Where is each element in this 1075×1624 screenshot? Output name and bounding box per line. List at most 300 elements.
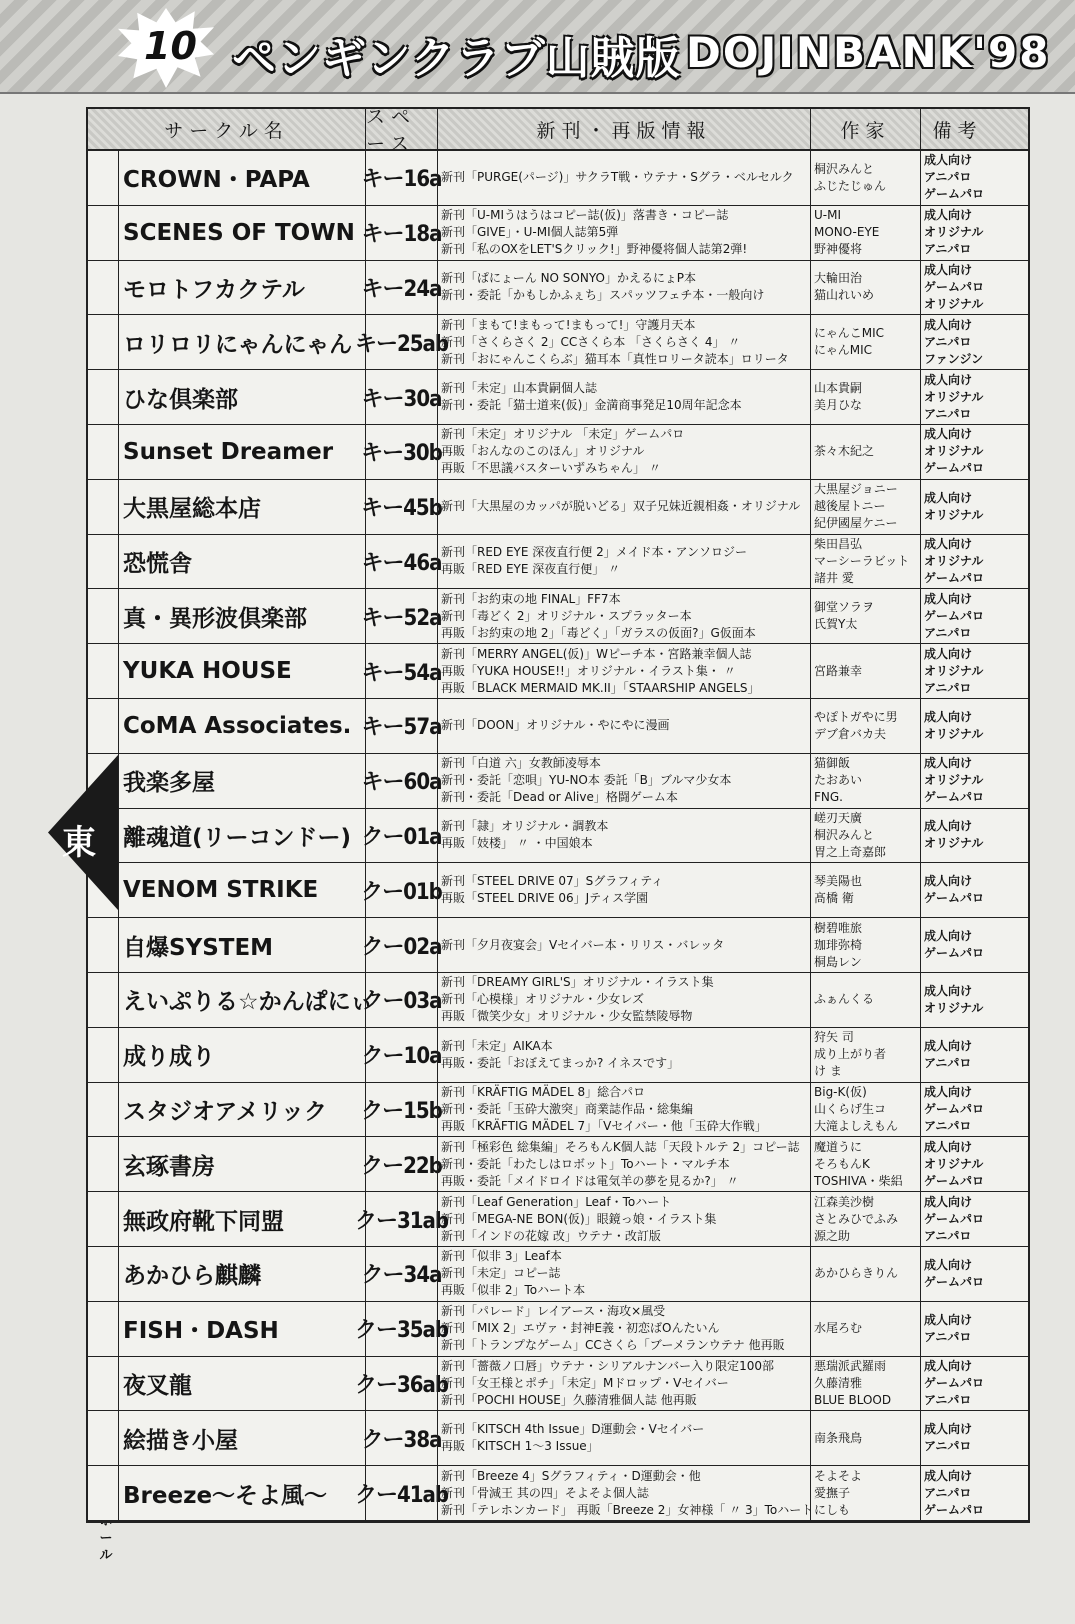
release-info-cell <box>437 863 810 917</box>
author-line: にしも <box>814 1502 851 1517</box>
author-cell <box>810 535 920 589</box>
table-row <box>88 206 1028 261</box>
note-line: オリジナル <box>924 444 984 459</box>
space-number: クー02a <box>365 918 437 972</box>
circle-name: ロリロリにゃんにゃん <box>118 315 365 369</box>
note-line: オリジナル <box>924 225 984 240</box>
release-info-line: 新刊「KRÄFTIG MÄDEL 8」総合パロ <box>441 1084 646 1099</box>
release-info-line: 新刊「STEEL DRIVE 07」Sグラフィティ <box>441 874 664 889</box>
note-line: ゲームパロ <box>924 279 985 294</box>
note-line: 成人向け <box>924 427 973 442</box>
table-row <box>88 315 1028 370</box>
release-info-cell <box>437 1466 814 1520</box>
note-line: オリジナル <box>924 1156 984 1171</box>
side-margin-cell <box>88 480 118 534</box>
release-info-line: 新刊「隷」オリジナル・調教本 <box>441 819 609 834</box>
author-line: 樹碧唯旅 <box>814 920 863 935</box>
release-info-cell <box>437 1192 810 1246</box>
space-number: クー22b <box>365 1137 437 1191</box>
author-cell <box>810 1466 920 1520</box>
release-info-line: 新刊「骨減王 其の四」そよそよ個人誌 <box>441 1485 649 1500</box>
side-margin-cell <box>88 535 118 589</box>
release-info-line: 再販「YUKA HOUSE!!」オリジナル・イラスト集・ 〃 <box>441 663 736 678</box>
space-number: クー01a <box>365 809 437 863</box>
hall-label-bottom: ー ル <box>99 1531 113 1563</box>
space-number: キー25ab <box>365 315 437 369</box>
side-margin-cell <box>88 206 118 260</box>
author-cell <box>810 918 920 972</box>
space-number: クー41ab <box>365 1466 437 1520</box>
release-info-line: 新刊「MIX 2」エヴァ・封神E義・初恋ばOんたいん <box>441 1321 720 1336</box>
release-info-line: 新刊「毒どく 2」オリジナル・スプラッター本 <box>441 608 692 623</box>
author-cell <box>810 1247 920 1301</box>
note-line: アニパロ <box>924 1439 972 1454</box>
release-info-line: 再販「おんなのこのほん」オリジナル <box>441 444 645 459</box>
author-cell <box>810 699 920 753</box>
circle-name: Breeze〜そよ風〜 <box>118 1466 365 1520</box>
table-row <box>88 1083 1028 1138</box>
author-line: 越後屋トニー <box>814 499 886 514</box>
table-row <box>88 425 1028 480</box>
release-info-line: 新刊「夕月夜宴会」Vセイバー本・リリス・バレッタ <box>441 937 725 952</box>
note-line: 成人向け <box>924 1139 973 1154</box>
table-row <box>88 151 1028 206</box>
author-line: 山くらげ生コ <box>814 1101 887 1116</box>
note-line: 成人向け <box>924 372 973 387</box>
space-number: クー35ab <box>365 1302 437 1356</box>
release-info-cell <box>437 918 810 972</box>
circle-name: モロトフカクテル <box>118 261 365 315</box>
side-margin-cell <box>88 918 118 972</box>
note-cell <box>920 1466 994 1520</box>
author-line: 氏賀Y太 <box>814 617 858 632</box>
release-info-line: 新刊「RED EYE 深夜直行便 2」メイド本・アンソロジー <box>441 545 748 560</box>
note-cell <box>920 425 994 479</box>
author-cell <box>810 261 920 315</box>
note-cell <box>920 1028 994 1082</box>
note-line: ゲームパロ <box>924 946 985 961</box>
author-line: ふぁんくる <box>814 992 875 1007</box>
author-cell <box>810 589 920 643</box>
note-line: アニパロ <box>924 1228 972 1243</box>
note-line: 成人向け <box>924 874 973 889</box>
author-cell <box>810 1357 920 1411</box>
note-line: ゲームパロ <box>924 570 985 585</box>
release-info-cell <box>437 589 810 643</box>
author-line: 成り上がり者 <box>814 1047 887 1062</box>
author-line: 珈琲弥椅 <box>814 937 863 952</box>
release-info-line: 再販「KRÄFTIG MÄDEL 7」「Vセイバー・他「玉砕大作戦」 <box>441 1118 767 1133</box>
author-line: 茶々木紀之 <box>814 444 875 459</box>
author-cell <box>810 480 920 534</box>
banner-subtitle: DOJINBANK'98 <box>686 28 1051 77</box>
release-info-line: 新刊「インドの花嫁 改」ウテナ・改訂版 <box>441 1228 661 1243</box>
author-line: 美月ひな <box>814 398 863 413</box>
note-cell <box>920 1302 994 1356</box>
east-hall-arrow-label: 東 <box>62 823 96 863</box>
author-line: 桐沢みんと <box>814 827 875 842</box>
author-line: 大滝よしえもん <box>814 1118 899 1133</box>
author-cell <box>810 644 920 698</box>
author-line: 嵯刃天廣 <box>814 810 863 825</box>
release-info-line: 新刊・委託「恋唄」YU-NO本 委託「B」ブルマ少女本 <box>441 773 732 788</box>
note-cell <box>920 261 994 315</box>
note-line: アニパロ <box>924 242 972 257</box>
note-line: 成人向け <box>924 929 973 944</box>
author-line: にゃんMIC <box>814 343 873 358</box>
author-line: そろもんK <box>814 1156 870 1171</box>
author-line: け ま <box>814 1064 842 1079</box>
side-margin-cell <box>88 1302 118 1356</box>
banner-title: ペンギンクラブ山賊版 <box>232 33 681 84</box>
note-line: オリジナル <box>924 726 984 741</box>
author-line: 南条飛鳥 <box>814 1430 863 1445</box>
author-cell <box>810 151 920 205</box>
note-line: アニパロ <box>924 1329 972 1344</box>
author-line: 魔道うに <box>814 1139 863 1154</box>
note-line: オリジナル <box>924 553 984 568</box>
table-row <box>88 261 1028 316</box>
table-row <box>88 1192 1028 1247</box>
author-cell <box>810 425 920 479</box>
note-cell <box>920 973 994 1027</box>
release-info-line: 新刊・委託「猫士道来(仮)」金満商事発足10周年記念本 <box>441 398 742 413</box>
note-line: 成人向け <box>924 646 973 661</box>
page-number: 10 <box>144 24 197 68</box>
release-info-line: 新刊「薔薇ノ口唇」ウテナ・シリアルナンバー入り限定100部 <box>441 1358 774 1373</box>
author-cell <box>810 315 920 369</box>
author-cell <box>810 809 920 863</box>
note-cell <box>920 809 994 863</box>
header-release-info: 新刊・再版情報 <box>437 109 810 149</box>
space-number: キー30a <box>365 370 437 424</box>
table-row <box>88 809 1028 864</box>
release-info-line: 新刊「GIVE」・U-MI個人誌第5弾 <box>441 225 619 240</box>
release-info-line: 再販「似非 2」Toハート本 <box>441 1283 586 1298</box>
note-cell <box>920 315 994 369</box>
release-info-cell <box>437 644 810 698</box>
side-margin-cell <box>88 973 118 1027</box>
author-line: TOSHIVA・柴絽 <box>814 1173 903 1188</box>
header-circle-name: サークル名 <box>164 119 289 142</box>
note-line: アニパロ <box>924 406 972 421</box>
release-info-line: 新刊「女王様とポチ」「未定」Mドロップ・Vセイバー <box>441 1375 729 1390</box>
header-space: スペース <box>365 109 437 149</box>
circle-name: 無政府靴下同盟 <box>118 1192 365 1246</box>
note-line: アニパロ <box>924 680 972 695</box>
header-authors: 作家 <box>810 109 920 149</box>
space-number: クー34a <box>365 1247 437 1301</box>
release-info-cell <box>437 1137 810 1191</box>
note-line: ゲームパロ <box>924 1173 985 1188</box>
side-margin-cell <box>88 425 118 479</box>
release-info-line: 新刊「DREAMY GIRL'S」オリジナル・イラスト集 <box>441 975 714 990</box>
author-line: やぽトガやに男 <box>814 709 898 724</box>
release-info-cell <box>437 480 810 534</box>
circle-name: あかひら麒麟 <box>118 1247 365 1301</box>
release-info-line: 新刊「似非 3」Leaf本 <box>441 1249 562 1264</box>
release-info-cell <box>437 1302 810 1356</box>
release-info-line: 再販「微笑少女」オリジナル・少女監禁陵辱物 <box>441 1009 693 1024</box>
release-info-line: 新刊「パレード」レイアース・海攻×風受 <box>441 1304 666 1319</box>
note-line: ゲームパロ <box>924 461 985 476</box>
circle-name: Sunset Dreamer <box>118 425 365 479</box>
release-info-line: 新刊「Breeze 4」Sグラフィティ・D運動会・他 <box>441 1468 701 1483</box>
note-line: オリジナル <box>924 836 984 851</box>
circle-name: 恐慌舎 <box>118 535 365 589</box>
note-cell <box>920 480 994 534</box>
note-line: アニパロ <box>924 1485 972 1500</box>
table-row <box>88 754 1028 809</box>
table-row <box>88 1466 1028 1521</box>
author-cell <box>810 370 920 424</box>
release-info-line: 新刊「ぱにょーん NO SONYO」かえるにょP本 <box>441 271 696 286</box>
side-margin-cell <box>88 370 118 424</box>
release-info-line: 新刊「トランプなゲーム」CCさくら「ブーメランウテナ 他再販 <box>441 1338 785 1353</box>
release-info-line: 新刊「お約束の地 FINAL」FF7本 <box>441 591 621 606</box>
author-line: マーシーラビット <box>814 553 910 568</box>
circle-name: 我楽多屋 <box>118 754 365 808</box>
space-number: キー54a <box>365 644 437 698</box>
circle-name: 離魂道(リーコンドー) <box>118 809 365 863</box>
release-info-line: 新刊・委託「かもしかふぇち」スパッツフェチ本・一般向け <box>441 288 765 303</box>
note-line: 成人向け <box>924 317 973 332</box>
note-line: 成人向け <box>924 536 973 551</box>
space-number: キー45b <box>365 480 437 534</box>
circle-name: 真・異形波倶楽部 <box>118 589 365 643</box>
space-number: クー03a <box>365 973 437 1027</box>
release-info-line: 新刊「大黒屋のカッパが脱いどる」双子兄妹近親相姦・オリジナル <box>441 499 801 514</box>
header-notes: 備考 <box>920 109 994 149</box>
release-info-cell <box>437 151 810 205</box>
author-line: デブ倉バカ夫 <box>814 726 887 741</box>
release-info-line: 新刊「U-MIうはうはコピー誌(仮)」落書き・コピー誌 <box>441 208 729 223</box>
table-row <box>88 644 1028 699</box>
note-line: 成人向け <box>924 591 973 606</box>
circle-name: 夜叉龍 <box>118 1357 365 1411</box>
author-cell <box>810 1411 920 1465</box>
table-row <box>88 1137 1028 1192</box>
circle-name: CROWN・PAPA <box>118 151 365 205</box>
circle-name: 玄琢書房 <box>118 1137 365 1191</box>
note-cell <box>920 1192 994 1246</box>
release-info-line: 新刊「未定」山本貴嗣個人誌 <box>441 381 598 396</box>
space-number: クー36ab <box>365 1357 437 1411</box>
author-line: にゃんこMIC <box>814 326 885 341</box>
author-cell <box>810 206 920 260</box>
note-line: ゲームパロ <box>924 1101 985 1116</box>
release-info-line: 再販「BLACK MERMAID MK.II」「STAARSHIP ANGELS」 <box>441 680 760 695</box>
release-info-cell <box>437 1083 810 1137</box>
release-info-line: 新刊「心模様」オリジナル・少女レズ <box>441 992 645 1007</box>
note-line: ゲームパロ <box>924 608 985 623</box>
space-number: キー57a <box>365 699 437 753</box>
author-line: 大輪田治 <box>814 271 863 286</box>
release-info-line: 再販「不思議バスターいずみちゃん」 〃 <box>441 461 661 476</box>
note-cell <box>920 863 994 917</box>
author-line: 諸井 愛 <box>814 570 854 585</box>
note-cell <box>920 1083 994 1137</box>
note-line: 成人向け <box>924 1422 973 1437</box>
release-info-line: 新刊「おにゃんこくらぶ」猫耳本「真性ロリータ読本」ロリータ <box>441 351 789 366</box>
release-info-line: 新刊「未定」オリジナル 「未定」ゲームパロ <box>441 427 685 442</box>
release-info-cell <box>437 370 810 424</box>
note-line: オリジナル <box>924 507 984 522</box>
note-line: アニパロ <box>924 1118 972 1133</box>
author-line: 野神優将 <box>814 242 863 257</box>
author-cell <box>810 1192 920 1246</box>
note-line: ゲームパロ <box>924 1274 985 1289</box>
side-margin-cell <box>88 1028 118 1082</box>
table-row <box>88 1302 1028 1357</box>
author-line: 髙橋 衛 <box>814 891 854 906</box>
release-info-cell <box>437 1357 810 1411</box>
side-margin-cell <box>88 1083 118 1137</box>
author-cell <box>810 1028 920 1082</box>
author-line: 桐島レン <box>814 954 862 969</box>
note-line: アニパロ <box>924 1392 972 1407</box>
release-info-line: 再販「STEEL DRIVE 06」Jティス学園 <box>441 891 649 906</box>
author-cell <box>810 754 920 808</box>
table-row <box>88 863 1028 918</box>
space-number: クー15b <box>365 1083 437 1137</box>
note-line: 成人向け <box>924 208 973 223</box>
author-cell <box>810 1302 920 1356</box>
release-info-cell <box>437 206 810 260</box>
side-margin-cell <box>88 1357 118 1411</box>
author-line: 悪瑞派武羅雨 <box>814 1358 887 1373</box>
note-line: ゲームパロ <box>924 891 985 906</box>
note-line: 成人向け <box>924 262 973 277</box>
note-line: オリジナル <box>924 773 984 788</box>
table-row <box>88 973 1028 1028</box>
release-info-cell <box>437 1411 810 1465</box>
author-line: 胃之上奇嘉郎 <box>814 844 887 859</box>
side-margin-cell <box>88 1411 118 1465</box>
side-margin-cell <box>88 1466 118 1520</box>
release-info-line: 新刊「PURGE(パージ)」サクラT戦・ウテナ・Sグラ・ベルセルク <box>441 170 794 185</box>
release-info-cell <box>437 973 810 1027</box>
table-header <box>88 106 1028 155</box>
release-info-line: 新刊「未定」AIKA本 <box>441 1038 553 1053</box>
release-info-line: 新刊「MERRY ANGEL(仮)」Wピーチ本・宮路兼幸個人誌 <box>441 646 752 661</box>
note-line: ゲームパロ <box>924 1211 985 1226</box>
table-row <box>88 480 1028 535</box>
release-info-line: 新刊「テレホンカード」 再販「Breeze 2」女神様「 〃 3」Toハート <box>441 1502 814 1517</box>
author-line: 猫山れいめ <box>814 288 875 303</box>
space-number: キー24a <box>365 261 437 315</box>
release-info-line: 新刊「未定」コピー誌 <box>441 1266 561 1281</box>
circle-name: VENOM STRIKE <box>118 863 365 917</box>
author-line: 愛撫子 <box>814 1485 851 1500</box>
table-row <box>88 1028 1028 1083</box>
release-info-line: 新刊「POCHI HOUSE」久藤清雅個人誌 他再販 <box>441 1392 697 1407</box>
table-body <box>88 151 1028 1521</box>
note-line: 成人向け <box>924 1468 973 1483</box>
note-line: ゲームパロ <box>924 1502 985 1517</box>
release-info-line: 再販・委託「おぼえてまっか? イネスです」 <box>441 1055 680 1070</box>
author-line: Big-K(仮) <box>814 1084 867 1099</box>
release-info-cell <box>437 754 810 808</box>
release-info-cell <box>437 261 810 315</box>
table-row <box>88 1247 1028 1302</box>
author-line: 御堂ソラヲ <box>814 600 875 615</box>
note-line: 成人向け <box>924 1257 973 1272</box>
note-line: 成人向け <box>924 756 973 771</box>
table-row <box>88 699 1028 754</box>
table-row <box>88 589 1028 644</box>
note-line: ゲームパロ <box>924 790 985 805</box>
space-number: キー30b <box>365 425 437 479</box>
release-info-line: 新刊「Leaf Generation」Leaf・Toハート <box>441 1194 672 1209</box>
space-number: キー18a <box>365 206 437 260</box>
author-line: 久藤清雅 <box>814 1375 863 1390</box>
author-line: 水尾ろむ <box>814 1321 863 1336</box>
space-number: クー38a <box>365 1411 437 1465</box>
release-info-line: 新刊「KITSCH 4th Issue」D運動会・Vセイバー <box>441 1422 705 1437</box>
note-cell <box>920 1357 994 1411</box>
title-banner <box>0 0 1075 94</box>
circle-name: CoMA Associates. <box>118 699 365 753</box>
note-line: ゲームパロ <box>924 187 985 202</box>
author-line: 宮路兼幸 <box>814 663 863 678</box>
note-cell <box>920 644 994 698</box>
circle-name: ひな倶楽部 <box>118 370 365 424</box>
release-info-line: 再販・委託「メイドロイドは電気羊の夢を見るか?」 〃 <box>441 1173 739 1188</box>
circle-name: 大黒屋総本店 <box>118 480 365 534</box>
author-line: 桐沢みんと <box>814 161 875 176</box>
note-line: オリジナル <box>924 1000 984 1015</box>
author-line: さとみひでふみ <box>814 1211 899 1226</box>
release-info-cell <box>437 809 810 863</box>
note-line: ゲームパロ <box>924 1375 985 1390</box>
note-cell <box>920 699 994 753</box>
release-info-line: 新刊・委託「Dead or Alive」格闘ゲーム本 <box>441 790 678 805</box>
side-margin-cell <box>88 644 118 698</box>
release-info-line: 新刊「DOON」オリジナル・やにやに漫画 <box>441 718 670 733</box>
circle-name: 絵描き小屋 <box>118 1411 365 1465</box>
note-cell <box>920 918 994 972</box>
release-info-line: 新刊「さくらさく 2」CCさくら本 「さくらさく 4」 〃 <box>441 334 741 349</box>
circle-name: スタジオアメリック <box>118 1083 365 1137</box>
circle-name: 自爆SYSTEM <box>118 918 365 972</box>
author-line: 紀伊國屋ケニー <box>814 516 898 531</box>
side-margin-cell <box>88 1137 118 1191</box>
note-cell <box>920 589 994 643</box>
note-line: オリジナル <box>924 389 984 404</box>
author-line: 狩矢 司 <box>814 1030 854 1045</box>
side-margin-cell <box>88 261 118 315</box>
author-line: U-MI <box>814 208 842 223</box>
author-line: MONO-EYE <box>814 225 880 240</box>
space-number: クー01b <box>365 863 437 917</box>
release-info-line: 新刊「まもて!まもって!まもって!」守護月天本 <box>441 317 696 332</box>
author-cell <box>810 1083 920 1137</box>
author-line: FNG. <box>814 790 843 805</box>
author-line: 猫御飯 <box>814 756 851 771</box>
note-line: オリジナル <box>924 663 984 678</box>
note-cell <box>920 206 994 260</box>
author-line: 大黒屋ジョニー <box>814 482 898 497</box>
space-number: クー10a <box>365 1028 437 1082</box>
note-line: アニパロ <box>924 170 972 185</box>
author-cell <box>810 1137 920 1191</box>
side-margin-cell <box>88 1247 118 1301</box>
author-line: 琴美陽也 <box>814 874 863 889</box>
note-cell <box>920 1247 994 1301</box>
release-info-line: 新刊「極彩色 総集編」そろもんK個人誌「天段トルテ 2」コピー誌 <box>441 1139 800 1154</box>
release-info-line: 新刊・委託「玉砕大激突」商業誌作品・総集編 <box>441 1101 694 1116</box>
